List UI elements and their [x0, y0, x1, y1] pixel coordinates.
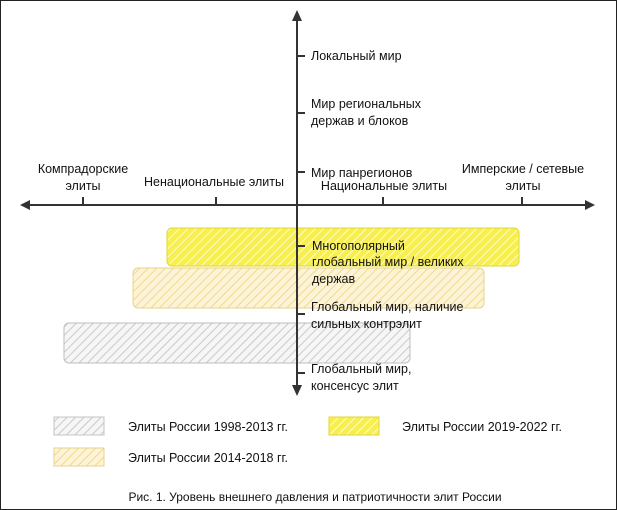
- legend-label-2014-2018: Элиты России 2014-2018 гг.: [128, 451, 289, 465]
- legend: [54, 417, 562, 466]
- label-multipolar-line2: глобальный мир / великих: [312, 255, 464, 269]
- label-global-counter-line1: Глобальный мир, наличие: [311, 300, 464, 314]
- legend-swatch-gray: [54, 417, 104, 435]
- arrow-right-icon: [585, 200, 595, 210]
- label-panregions: Мир панрегионов: [311, 166, 413, 180]
- horizontal-axis: [20, 197, 595, 210]
- label-regional-line2: держав и блоков: [311, 114, 409, 128]
- label-local-world: Локальный мир: [311, 49, 402, 63]
- legend-swatch-yellow: [329, 417, 379, 435]
- label-multipolar-line1: Многополярный: [312, 239, 405, 253]
- label-non-national: Ненациональные элиты: [144, 175, 284, 189]
- label-global-consensus-line2: консенсус элит: [311, 379, 399, 393]
- label-global-counter-line2: сильных контрэлит: [311, 317, 422, 331]
- arrow-up-icon: [292, 10, 302, 21]
- arrow-left-icon: [20, 200, 30, 210]
- label-comprador-line2: элиты: [65, 179, 101, 193]
- legend-label-1998-2013: Элиты России 1998-2013 гг.: [128, 420, 289, 434]
- legend-label-2019-2022: Элиты России 2019-2022 гг.: [402, 420, 563, 434]
- arrow-down-icon: [292, 385, 302, 396]
- figure-caption: Рис. 1. Уровень внешнего давления и патриотичности элит России: [128, 490, 502, 504]
- label-imperial-line1: Имперские / сетевые: [461, 162, 585, 176]
- legend-swatch-pale: [54, 448, 104, 466]
- label-national: Национальные элиты: [320, 179, 448, 193]
- label-comprador-line1: Компрадорские: [37, 162, 129, 176]
- label-regional-line1: Мир региональных: [311, 97, 422, 111]
- label-imperial-line2: элиты: [505, 179, 541, 193]
- label-multipolar-line3: держав: [312, 272, 356, 286]
- label-global-consensus-line1: Глобальный мир,: [311, 362, 412, 376]
